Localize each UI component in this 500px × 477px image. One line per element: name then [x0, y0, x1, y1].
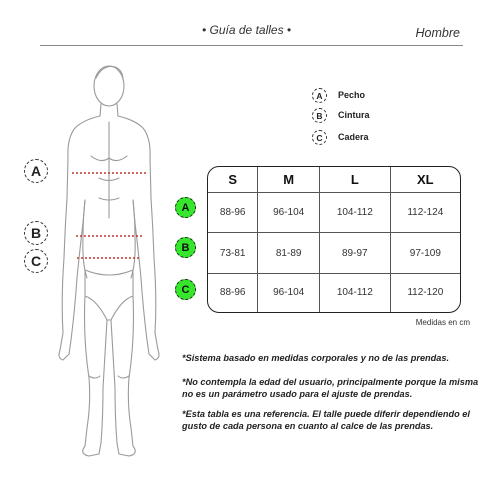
gender-label: Hombre — [415, 26, 460, 40]
body-marker-a: A — [24, 159, 48, 183]
table-cell: 81-89 — [258, 233, 320, 273]
table-cell: 96-104 — [258, 193, 320, 233]
table-cell: 104-112 — [319, 193, 390, 233]
table-cell: 89-97 — [319, 233, 390, 273]
legend-marker-a: A — [312, 88, 327, 103]
table-cell: 104-112 — [319, 273, 390, 312]
header-divider — [40, 45, 463, 46]
units-note: Medidas en cm — [415, 318, 470, 327]
body-marker-c: C — [24, 249, 48, 273]
table-cell: 88-96 — [208, 193, 258, 233]
legend-label-cintura: Cintura — [338, 110, 370, 120]
size-header: XL — [390, 167, 460, 193]
size-table — [207, 166, 461, 313]
legend-label-pecho: Pecho — [338, 90, 366, 100]
size-header: M — [258, 167, 320, 193]
row-marker-a: A — [175, 197, 196, 218]
table-cell: 112-120 — [390, 273, 460, 312]
body-figure-illustration — [45, 58, 175, 463]
size-header: L — [319, 167, 390, 193]
row-marker-c: C — [175, 279, 196, 300]
note-text: *No contempla la edad del usuario, principalmente porque la misma no es un parámetro usado para el ajuste de prendas. — [182, 377, 479, 399]
table-cell: 112-124 — [390, 193, 460, 233]
legend-marker-c: C — [312, 130, 327, 145]
body-marker-b: B — [24, 221, 48, 245]
legend-label-cadera: Cadera — [338, 132, 369, 142]
page-title: • Guía de talles • — [202, 23, 292, 37]
legend-marker-b: B — [312, 108, 327, 123]
table-row — [208, 233, 460, 273]
table-cell: 96-104 — [258, 273, 320, 312]
table-header-row — [208, 167, 460, 193]
note-text: *Sistema basado en medidas corporales y no de las prendas. — [182, 353, 450, 363]
size-header: S — [208, 167, 258, 193]
note-text: *Esta tabla es una referencia. El talle puede diferir dependiendo el gusto de cada persona en cuanto al calce de las prendas. — [182, 409, 470, 431]
table-cell: 88-96 — [208, 273, 258, 312]
table-row — [208, 193, 460, 233]
row-marker-b: B — [175, 237, 196, 258]
table-cell: 73-81 — [208, 233, 258, 273]
table-cell: 97-109 — [390, 233, 460, 273]
table-row — [208, 273, 460, 312]
